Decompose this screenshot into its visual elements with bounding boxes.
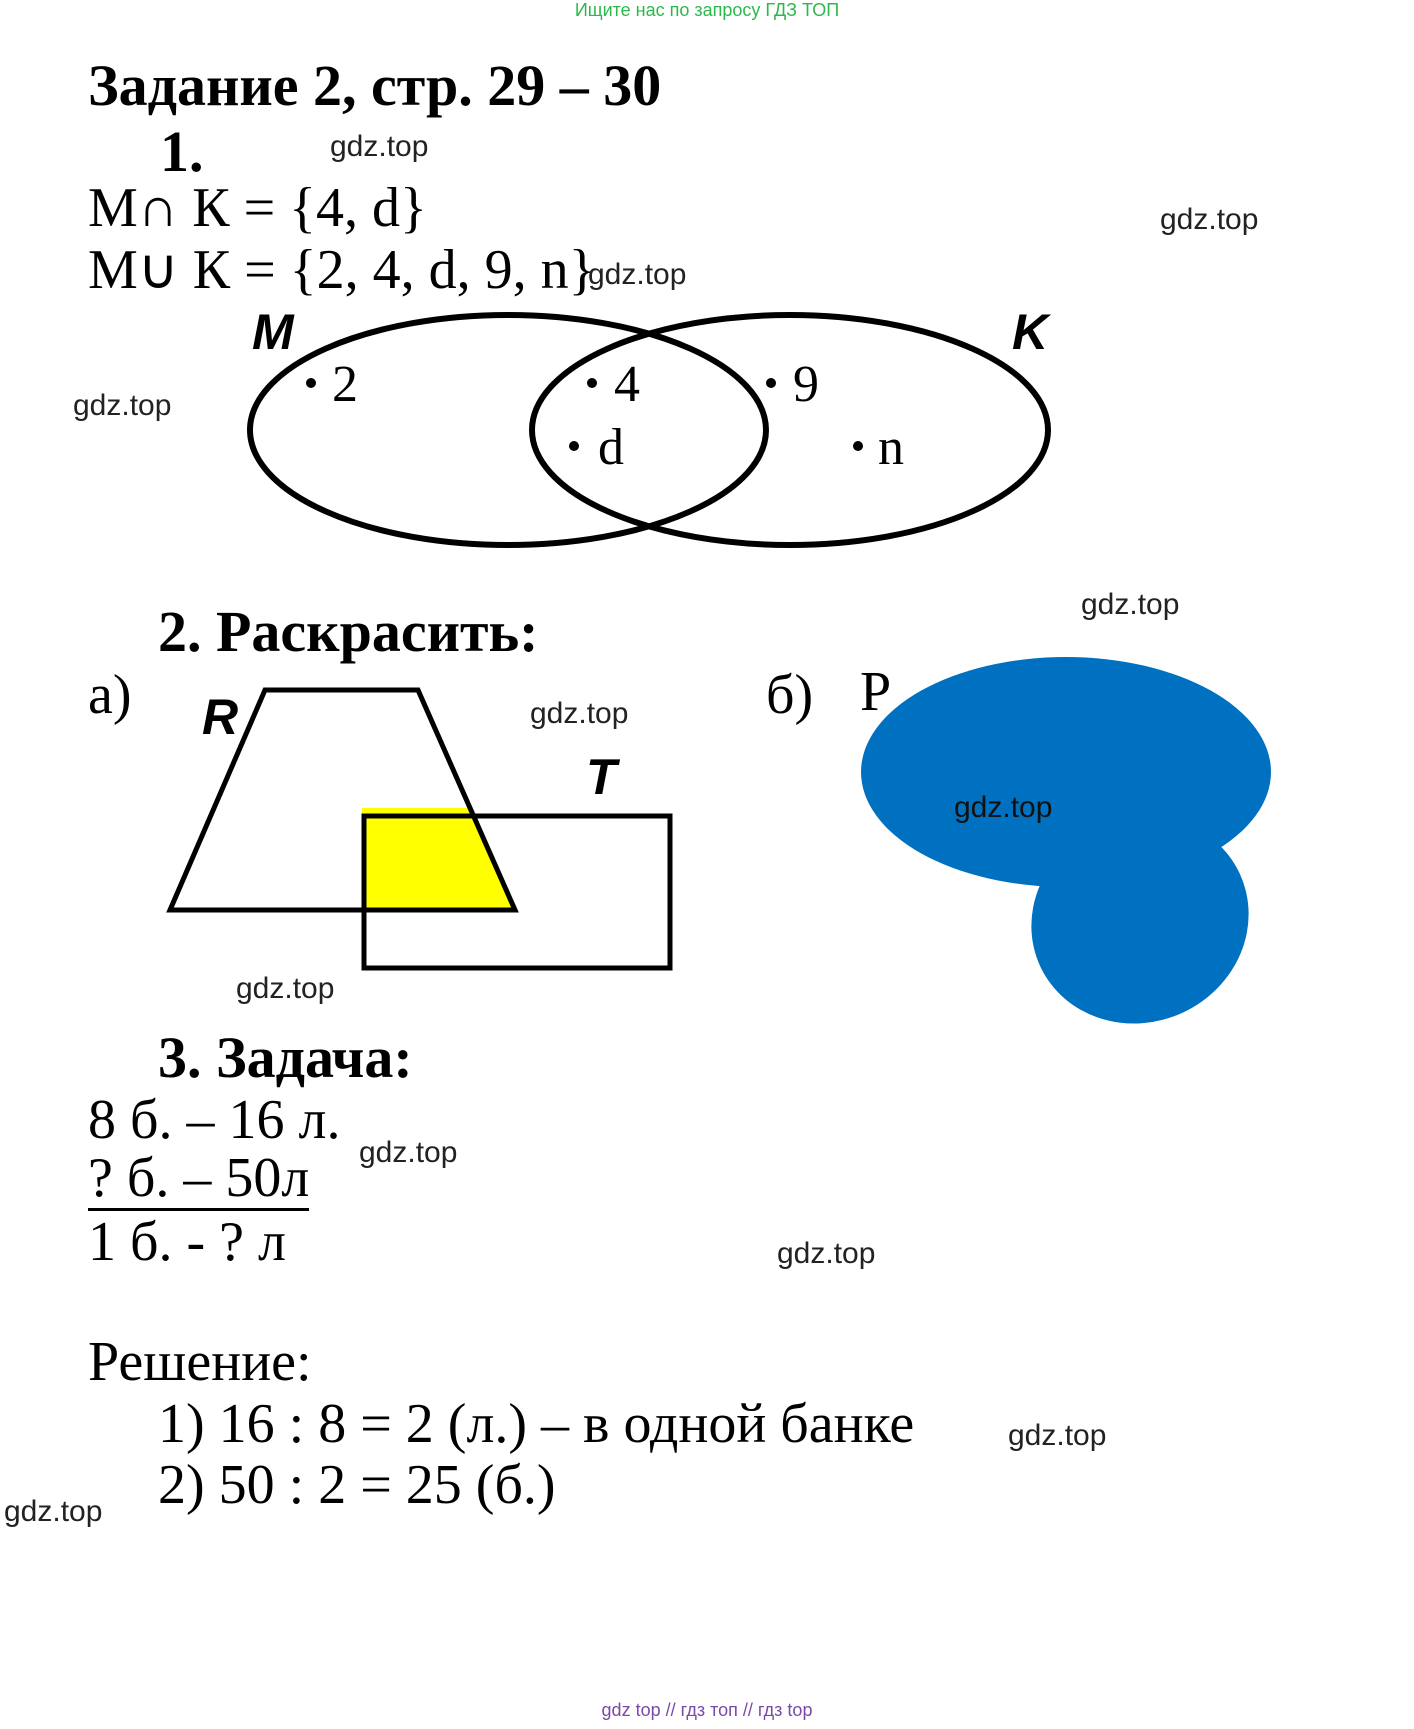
shape-p-label: Р: [860, 661, 892, 723]
union-formula: М∪ К = {2, 4, d, 9, n}: [88, 239, 596, 301]
watermark: gdz.top: [1160, 203, 1259, 236]
bottom-banner: gdz top // гдз топ // гдз top: [601, 1700, 813, 1720]
watermark: gdz.top: [330, 130, 429, 163]
watermark: gdz.top: [1081, 588, 1180, 621]
set-m-ellipse: [250, 315, 766, 545]
element-2: 2: [332, 356, 358, 413]
part-a-label: а): [88, 664, 132, 726]
watermark: gdz.top: [954, 791, 1053, 824]
shape-r-label: R: [202, 689, 239, 745]
given-line-2: ? б. – 50л: [88, 1147, 310, 1209]
given-line-1: 8 б. – 16 л.: [88, 1089, 341, 1151]
element-dot: [853, 441, 863, 451]
element-9: 9: [793, 356, 819, 413]
element-dot: [306, 378, 316, 388]
element-dot: [569, 441, 579, 451]
element-d: d: [598, 419, 624, 476]
watermark: gdz.top: [530, 697, 629, 730]
set-m-label: M: [252, 304, 294, 360]
watermark: gdz.top: [73, 389, 172, 422]
set-k-label: K: [1012, 304, 1049, 360]
top-banner: Ищите нас по запросу ГДЗ ТОП: [574, 0, 840, 20]
watermark: gdz.top: [4, 1495, 103, 1528]
section3-heading: 3. Задача:: [158, 1025, 413, 1090]
part-b-label: б): [766, 664, 814, 726]
element-n: n: [878, 419, 904, 476]
element-dot: [766, 378, 776, 388]
solution-label: Решение:: [88, 1331, 312, 1393]
solution-step-2: 2) 50 : 2 = 25 (б.): [158, 1454, 556, 1516]
watermark: gdz.top: [1008, 1419, 1107, 1452]
solution-step-1: 1) 16 : 8 = 2 (л.) – в одной банке: [158, 1393, 915, 1455]
section2-heading: 2. Раскрасить:: [158, 599, 539, 664]
given-line-3: 1 б. - ? л: [88, 1211, 286, 1273]
watermark: gdz.top: [359, 1136, 458, 1169]
section1-number: 1.: [160, 119, 204, 184]
page-title: Задание 2, стр. 29 – 30: [88, 53, 662, 118]
element-4: 4: [614, 356, 640, 413]
shape-t-label: T: [586, 749, 617, 805]
watermark: gdz.top: [777, 1237, 876, 1270]
watermark: gdz.top: [588, 258, 687, 291]
element-dot: [587, 378, 597, 388]
intersection-formula: М∩ К = {4, d}: [88, 177, 427, 239]
watermark: gdz.top: [236, 972, 335, 1005]
